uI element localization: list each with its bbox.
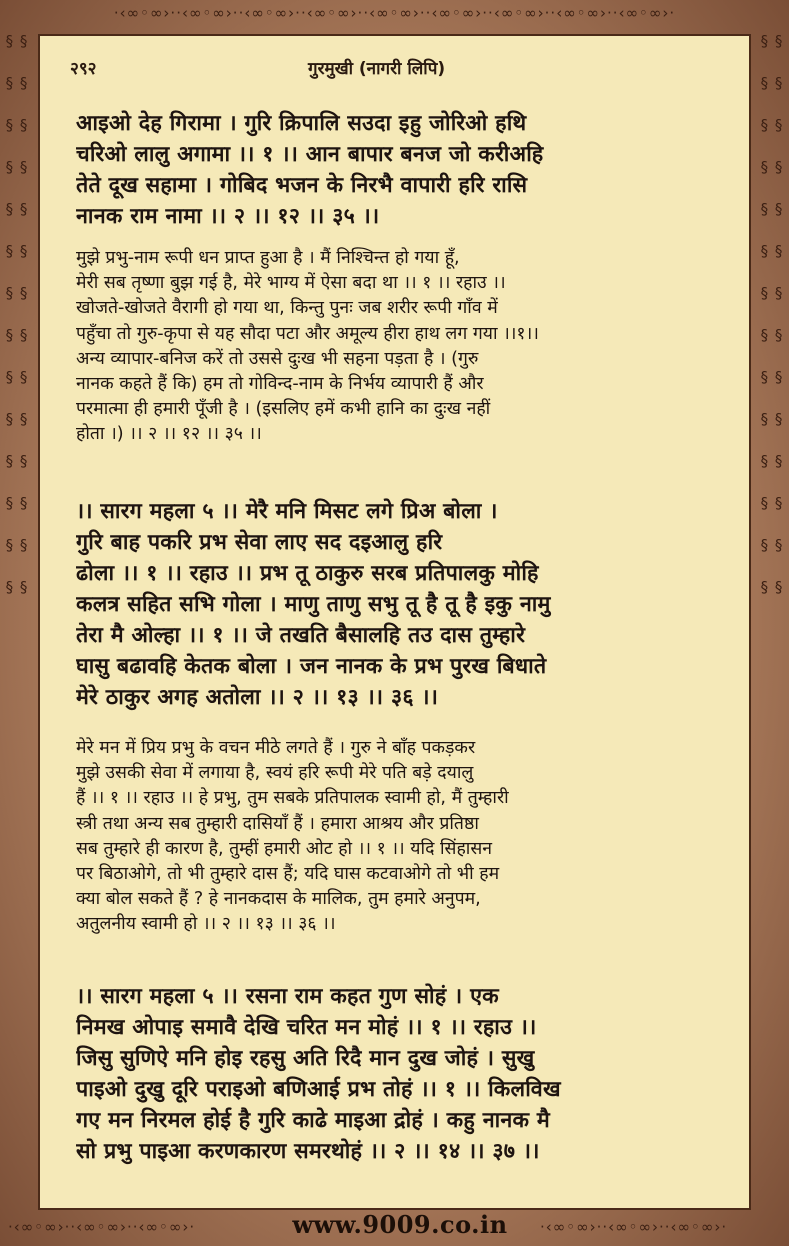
bottom-right-ornament-border: ·‹∞◦∞›··‹∞◦∞›··‹∞◦∞›·: [540, 1218, 728, 1236]
translation-line: मुझे प्रभु-नाम रूपी धन प्राप्त हुआ है । मैं निश्चिन्त हो गया हूँ,: [76, 248, 460, 268]
translation-line: अन्य व्यापार-बनिज करें तो उससे दुःख भी सहना पड़ता है । (गुरु: [76, 348, 479, 369]
verse-line: आइओ देह गिरामा । गुरि क्रिपालि सउदा इहु जोरिओ हथि: [76, 111, 527, 136]
translation-line: परमात्मा ही हमारी पूँजी है । (इसलिए हमें कभी हानि का दुःख नहीं: [76, 399, 491, 420]
translation-line: मेरे मन में प्रिय प्रभु के वचन मीठे लगते हैं । गुरु ने बाँह पकड़कर: [76, 738, 476, 758]
verse-line: सो प्रभु पाइआ करणकारण समरथोहं ।। २ ।। १४ ।। ३७ ।।: [76, 1139, 540, 1164]
bottom-left-ornament-border: ·‹∞◦∞›··‹∞◦∞›··‹∞◦∞›·: [8, 1218, 196, 1236]
website-watermark: www.9009.co.in: [292, 1210, 508, 1239]
translation-line: नानक कहते हैं कि) हम तो गोविन्द-नाम के निर्भय व्यापारी हैं और: [76, 374, 484, 395]
translation-line: मेरी सब तृष्णा बुझ गई है, मेरे भाग्य में ऐसा बदा था ।। १ ।। रहाउ ।।: [76, 273, 506, 294]
verse-line: गए मन निरमल होई है गुरि काढे माइआ द्रोहं । कहु नानक मै: [76, 1108, 550, 1133]
verse-line: मेरे ठाकुर अगह अतोला ।। २ ।। १३ ।। ३६ ।।: [76, 685, 439, 710]
verse-line: घासु बढावहि केतक बोला । जन नानक के प्रभ पुरख बिधाते: [76, 654, 547, 679]
gurbani-verse-35: [76, 108, 721, 232]
translation-35: [76, 246, 721, 448]
book-page: [38, 34, 751, 1210]
right-ornament-border: § § § § § § § § § § § § § § § § § § § § § § § § § § § §: [760, 32, 784, 596]
verse-line: निमख ओपाइ समावै देखि चरित मन मोहं ।। १ ।। रहाउ ।।: [76, 1015, 537, 1040]
verse-line: चरिओ लालु अगामा ।। १ ।। आन बापार बनज जो करीअहि: [76, 142, 544, 167]
page-header: [70, 56, 720, 86]
translation-line: अतुलनीय स्वामी हो ।। २ ।। १३ ।। ३६ ।।: [76, 914, 336, 935]
verse-line: नानक राम नामा ।। २ ।। १२ ।। ३५ ।।: [76, 204, 380, 229]
translation-36: [76, 736, 721, 938]
translation-line: पर बिठाओगे, तो भी तुम्हारे दास हैं; यदि घास कटवाओगे तो भी हम: [76, 864, 500, 885]
translation-line: खोजते-खोजते वैरागी हो गया था, किन्तु पुनः जब शरीर रूपी गाँव में: [76, 298, 498, 319]
top-ornament-border: ·‹∞◦∞›··‹∞◦∞›··‹∞◦∞›··‹∞◦∞›··‹∞◦∞›··‹∞◦∞›··‹∞◦∞›··‹∞◦∞›··‹∞◦∞›·: [113, 4, 676, 22]
translation-line: सब तुम्हारे ही कारण है, तुम्हीं हमारी ओट हो ।। १ ।। यदि सिंहासन: [76, 838, 493, 859]
verse-line: पाइओ दुखु दूरि पराइओ बणिआई प्रभ तोहं ।। १ ।। किलविख: [76, 1077, 561, 1102]
verse-line: ।। सारग महला ५ ।। रसना राम कहत गुण सोहं । एक: [76, 984, 499, 1009]
translation-line: स्त्री तथा अन्य सब तुम्हारी दासियाँ हैं । हमारा आश्रय और प्रतिष्ठा: [76, 813, 479, 834]
translation-line: हैं ।। १ ।। रहाउ ।। हे प्रभु, तुम सबके प्रतिपालक स्वामी हो, मैं तुम्हारी: [76, 788, 509, 809]
verse-line: कलत्र सहित सभि गोला । माणु ताणु सभु तू है तू है इकु नामु: [76, 592, 551, 617]
verse-line: ढोला ।। १ ।। रहाउ ।। प्रभ तू ठाकुरु सरब प्रतिपालकु मोहि: [76, 561, 539, 586]
verse-line: गुरि बाह पकरि प्रभ सेवा लाए सद दइआलु हरि: [76, 530, 443, 555]
translation-line: होता ।) ।। २ ।। १२ ।। ३५ ।।: [76, 424, 262, 445]
page-title: गुरमुखी (नागरी लिपि): [308, 59, 446, 79]
verse-line: तेरा मै ओल्हा ।। १ ।। जे तखति बैसालहि तउ दास तुम्हारे: [76, 623, 526, 648]
verse-line: जिसु सुणिऐ मनि होइ रहसु अति रिदै मान दुख जोहं । सुखु: [76, 1046, 535, 1071]
gurbani-verse-36: [76, 496, 721, 713]
verse-line: ।। सारग महला ५ ।। मेरै मनि मिसट लगे प्रिअ बोला ।: [76, 499, 498, 524]
verse-line: तेते दूख सहामा । गोबिद भजन के निरभै वापारी हरि रासि: [76, 173, 528, 198]
translation-line: पहुँचा तो गुरु-कृपा से यह सौदा पटा और अमूल्य हीरा हाथ लग गया ।।१।।: [76, 323, 539, 344]
gurbani-verse-37: [76, 981, 721, 1167]
left-ornament-border: § § § § § § § § § § § § § § § § § § § § § § § § § § § §: [5, 32, 29, 596]
page-number: २९२: [70, 59, 97, 79]
translation-line: मुझे उसकी सेवा में लगाया है, स्वयं हरि रूपी मेरे पति बड़े दयालु: [76, 763, 474, 784]
translation-line: क्या बोल सकते हैं ? हे नानकदास के मालिक, तुम हमारे अनुपम,: [76, 889, 481, 910]
